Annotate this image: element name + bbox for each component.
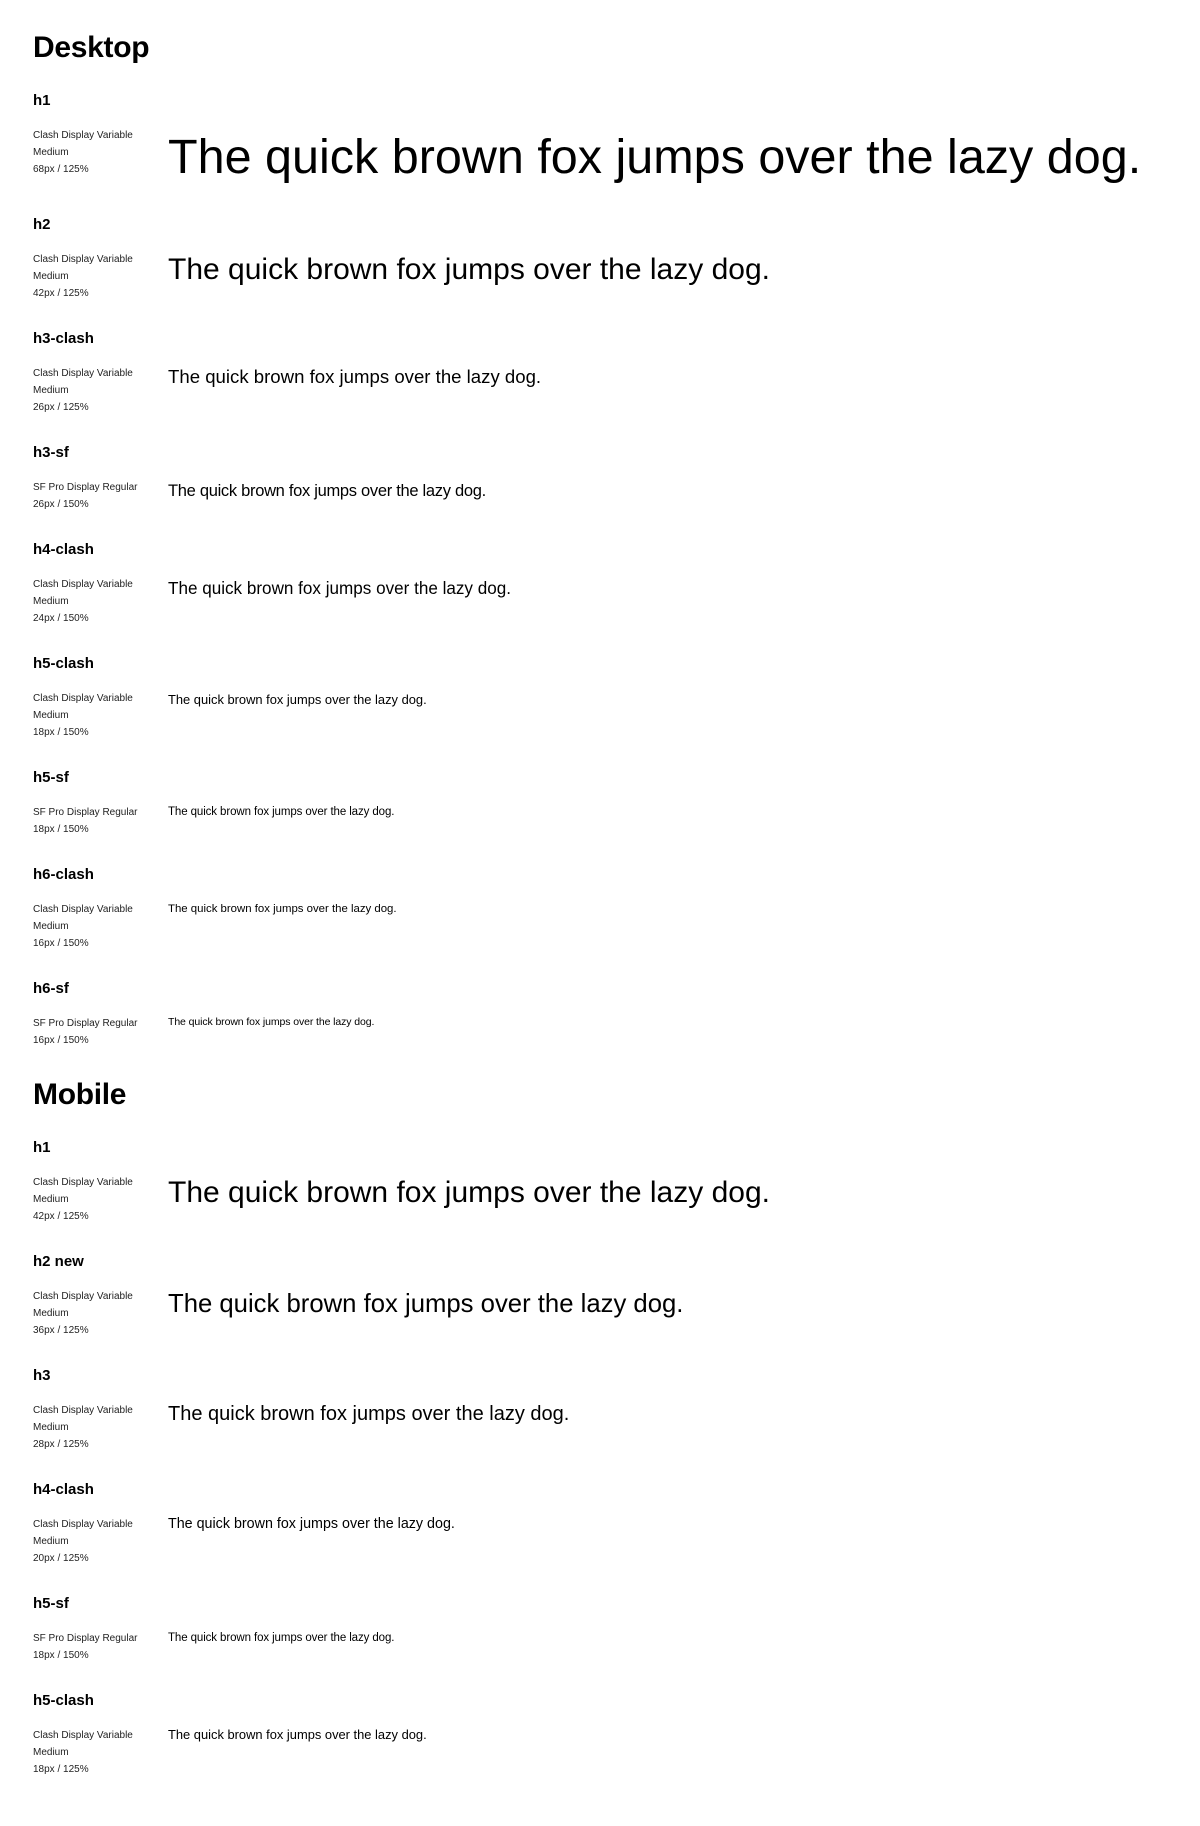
font-family-label: Clash Display Variable Medium	[33, 1176, 133, 1205]
font-spec	[33, 1727, 168, 1778]
style-name: h4-clash	[33, 540, 94, 558]
sample-text: The quick brown fox jumps over the lazy dog.	[168, 252, 770, 286]
type-style-block-mobile-h3	[33, 1367, 1170, 1453]
font-family-label: SF Pro Display Regular	[33, 1632, 138, 1644]
type-style-block-mobile-h1	[33, 1139, 1170, 1225]
font-family-label: SF Pro Display Regular	[33, 1017, 138, 1029]
type-style-block-desktop-h3-clash	[33, 330, 1170, 416]
font-family-label: Clash Display Variable Medium	[33, 1729, 133, 1758]
style-name: h3-clash	[33, 329, 94, 347]
spec-row	[33, 901, 1170, 952]
spec-row	[33, 804, 1170, 838]
spec-row	[33, 479, 1170, 513]
font-family-label: Clash Display Variable Medium	[33, 1404, 133, 1433]
type-style-block-desktop-h2	[33, 216, 1170, 302]
section-desktop	[33, 30, 1170, 1049]
font-family-label: Clash Display Variable Medium	[33, 1290, 133, 1319]
font-size-spec: 42px / 125%	[33, 1210, 89, 1222]
sample-text: The quick brown fox jumps over the lazy dog.	[168, 1631, 395, 1644]
font-spec	[33, 251, 168, 302]
font-size-spec: 36px / 125%	[33, 1324, 89, 1336]
sample-text: The quick brown fox jumps over the lazy dog.	[168, 1015, 375, 1028]
font-size-spec: 26px / 125%	[33, 401, 89, 413]
spec-row	[33, 1288, 1170, 1339]
font-spec	[33, 804, 168, 838]
sample-text: The quick brown fox jumps over the lazy dog.	[168, 691, 427, 707]
sample-text: The quick brown fox jumps over the lazy dog.	[168, 1289, 684, 1318]
font-spec	[33, 690, 168, 741]
spec-row	[33, 1174, 1170, 1225]
type-style-block-mobile-h5-clash	[33, 1692, 1170, 1778]
font-size-spec: 18px / 150%	[33, 1649, 89, 1661]
font-size-spec: 26px / 150%	[33, 498, 89, 510]
font-spec	[33, 1015, 168, 1049]
style-name: h2 new	[33, 1252, 84, 1270]
spec-row	[33, 1015, 1170, 1049]
type-style-block-desktop-h6-sf	[33, 980, 1170, 1049]
font-family-label: SF Pro Display Regular	[33, 806, 138, 818]
type-style-block-desktop-h5-clash	[33, 655, 1170, 741]
font-spec	[33, 1516, 168, 1567]
sample-text: The quick brown fox jumps over the lazy dog.	[168, 130, 1142, 184]
font-size-spec: 68px / 125%	[33, 164, 89, 175]
style-name: h5-clash	[33, 654, 94, 672]
font-size-spec: 18px / 150%	[33, 726, 89, 738]
font-family-label: SF Pro Display Regular	[33, 481, 138, 493]
type-style-block-mobile-h5-sf	[33, 1595, 1170, 1664]
type-style-block-desktop-h5-sf	[33, 769, 1170, 838]
type-style-block-desktop-h4-clash	[33, 541, 1170, 627]
sample-text: The quick brown fox jumps over the lazy dog.	[168, 1515, 455, 1532]
font-family-label: Clash Display Variable Medium	[33, 903, 133, 932]
style-name: h4-clash	[33, 1480, 94, 1498]
style-name: h6-sf	[33, 979, 69, 997]
type-style-block-desktop-h1	[33, 92, 1170, 188]
sample-text: The quick brown fox jumps over the lazy dog.	[168, 1402, 570, 1425]
font-spec	[33, 1630, 168, 1664]
type-style-block-desktop-h3-sf	[33, 444, 1170, 513]
sample-text: The quick brown fox jumps over the lazy dog.	[168, 902, 397, 915]
font-size-spec: 18px / 150%	[33, 823, 89, 835]
sample-text: The quick brown fox jumps over the lazy dog.	[168, 481, 486, 500]
section-title-desktop: Desktop	[33, 31, 150, 64]
font-size-spec: 24px / 150%	[33, 612, 89, 624]
font-family-label: Clash Display Variable Medium	[33, 130, 133, 158]
font-size-spec: 20px / 125%	[33, 1552, 89, 1564]
style-name: h1	[33, 92, 51, 109]
type-style-block-desktop-h6-clash	[33, 866, 1170, 952]
section-title-mobile: Mobile	[33, 1077, 127, 1111]
font-family-label: Clash Display Variable Medium	[33, 367, 133, 396]
spec-row	[33, 1727, 1170, 1778]
font-spec	[33, 1402, 168, 1453]
spec-row	[33, 576, 1170, 627]
font-spec	[33, 479, 168, 513]
style-name: h3-sf	[33, 443, 69, 461]
font-size-spec: 16px / 150%	[33, 1034, 89, 1046]
style-name: h5-sf	[33, 1594, 69, 1612]
spec-row	[33, 1630, 1170, 1664]
spec-row	[33, 690, 1170, 741]
sample-text: The quick brown fox jumps over the lazy dog.	[168, 1726, 427, 1742]
font-family-label: Clash Display Variable Medium	[33, 692, 133, 721]
sample-text: The quick brown fox jumps over the lazy dog.	[168, 578, 511, 598]
spec-row	[33, 251, 1170, 302]
spec-row	[33, 127, 1170, 188]
spec-row	[33, 1516, 1170, 1567]
style-name: h5-clash	[33, 1691, 94, 1709]
font-family-label: Clash Display Variable Medium	[33, 253, 133, 282]
style-name: h5-sf	[33, 768, 69, 786]
font-spec	[33, 1288, 168, 1339]
font-family-label: Clash Display Variable Medium	[33, 1518, 133, 1547]
sample-text: The quick brown fox jumps over the lazy dog.	[168, 805, 395, 818]
font-size-spec: 28px / 125%	[33, 1438, 89, 1450]
style-name: h1	[33, 1138, 51, 1156]
font-spec	[33, 576, 168, 627]
font-spec	[33, 365, 168, 416]
font-size-spec: 16px / 150%	[33, 937, 89, 949]
style-name: h6-clash	[33, 865, 94, 883]
sample-text: The quick brown fox jumps over the lazy dog.	[168, 1175, 770, 1209]
spec-row	[33, 365, 1170, 416]
style-name: h2	[33, 215, 51, 233]
font-size-spec: 42px / 125%	[33, 287, 89, 299]
font-size-spec: 18px / 125%	[33, 1763, 89, 1775]
style-name: h3	[33, 1366, 51, 1384]
sample-text: The quick brown fox jumps over the lazy dog.	[168, 365, 542, 387]
spec-row	[33, 1402, 1170, 1453]
type-style-block-mobile-h2-new	[33, 1253, 1170, 1339]
font-spec	[33, 901, 168, 952]
font-family-label: Clash Display Variable Medium	[33, 578, 133, 607]
section-mobile	[33, 1077, 1170, 1778]
type-style-block-mobile-h4-clash	[33, 1481, 1170, 1567]
font-spec	[33, 1174, 168, 1225]
font-spec	[33, 127, 168, 178]
